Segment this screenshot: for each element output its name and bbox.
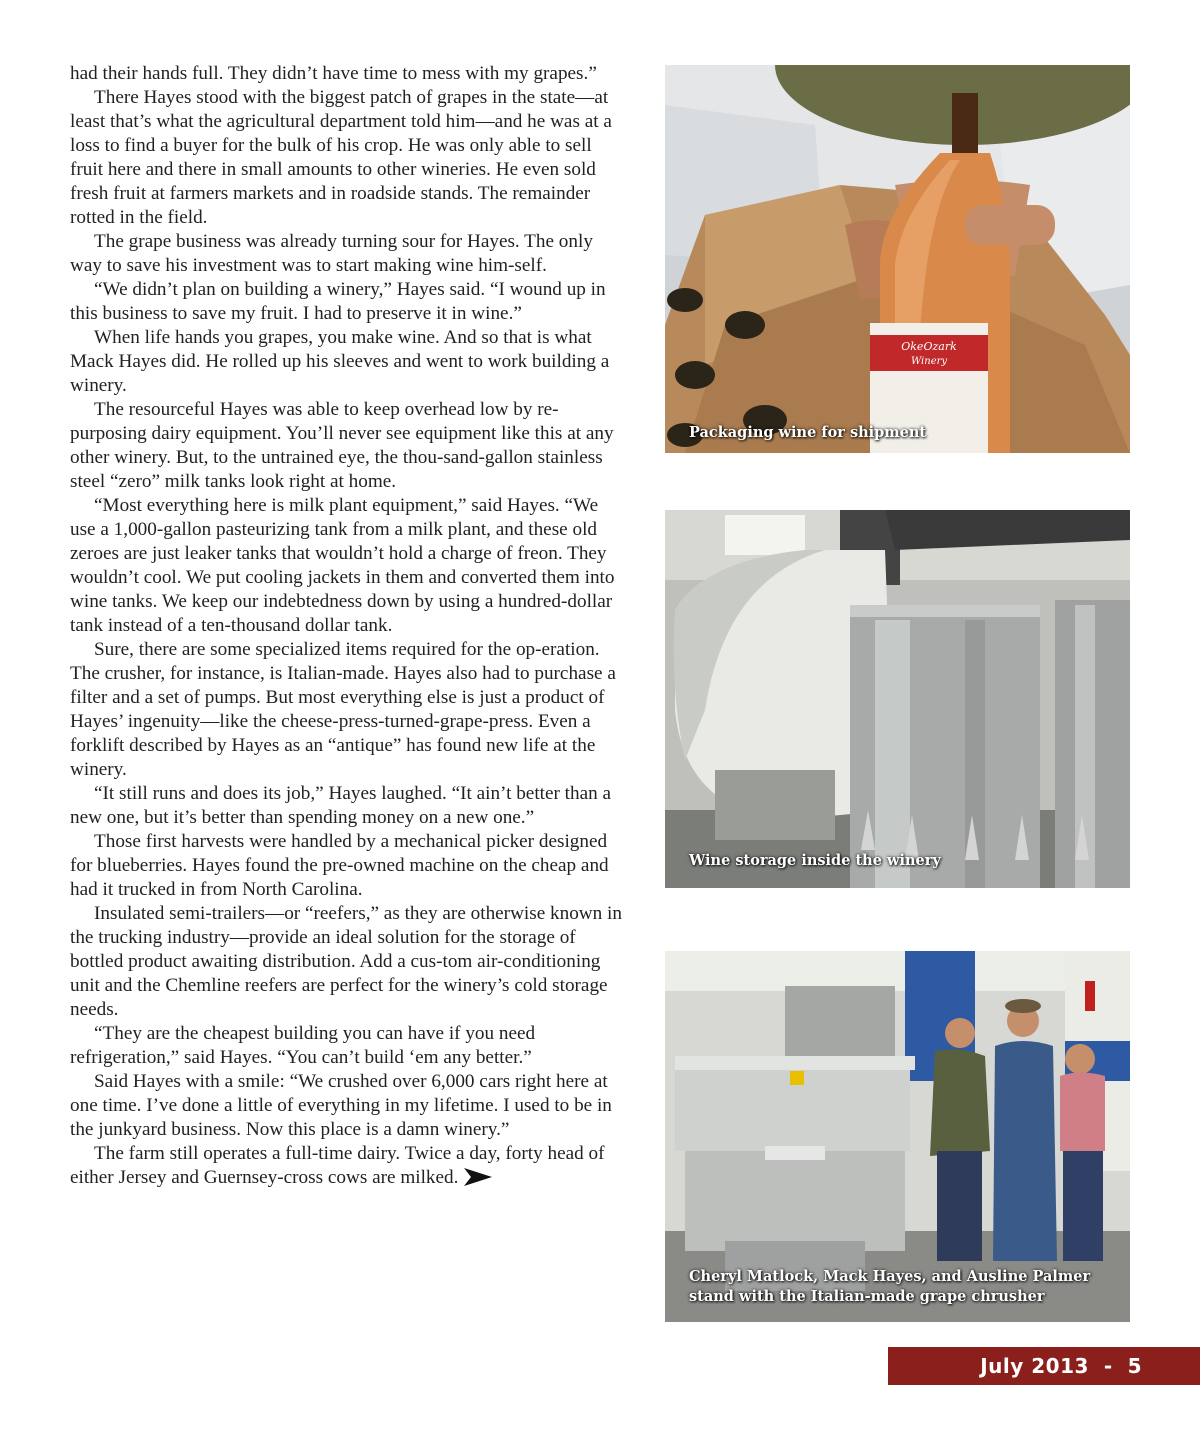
packaging-photo-illustration bbox=[665, 65, 1130, 453]
article-paragraph: “We didn’t plan on building a winery,” Hayes said. “I wound up in this business to save my fruit. I had to preserve it in wine.” bbox=[70, 279, 606, 324]
article-paragraph: “Most everything here is milk plant equipment,” said Hayes. “We use a 1,000-gallon pasteurizing tank from a milk plant, and these old zeroes are just leaker tanks that wouldn’t hold a charge of freon. They wouldn’t cool. We put cooling jackets in them and converted them into wine tanks. We keep our indebtedness down by using a hundred-dollar tank instead of a ten-thousand dollar tank. bbox=[70, 495, 615, 636]
article-paragraph: Sure, there are some specialized items required for the op-eration. The crusher, for instance, is Italian-made. Hayes also had to purchase a filter and a set of pumps. But most everything else is just a product of Hayes’ ingenuity—like the cheese-press-turned-grape-press. Even a forklift described by Hayes as an “antique” has found new life at the winery. bbox=[70, 639, 616, 780]
wine-label-subtext: Winery bbox=[910, 356, 948, 367]
article-paragraph: had their hands full. They didn’t have time to mess with my grapes.” bbox=[70, 63, 597, 84]
article-paragraph: Insulated semi-trailers—or “reefers,” as they are otherwise known in the trucking industry—provide an ideal solution for the storage of bottled product awaiting distribution. Add a cus-tom air-conditioning unit and the Chemline reefers are perfect for the winery’s cold storage needs. bbox=[70, 903, 622, 1020]
article-paragraph-last bbox=[70, 1142, 625, 1190]
article-paragraph-text: The farm still operates a full-time dairy. Twice a day, forty head of either Jersey and Guernsey-cross cows are milked. bbox=[70, 1143, 605, 1188]
storage-caption: Wine storage inside the winery bbox=[689, 852, 941, 869]
crusher-caption-line1: Cheryl Matlock, Mack Hayes, and Ausline Palmer bbox=[689, 1268, 1091, 1285]
continue-arrow-icon bbox=[464, 1168, 492, 1186]
packaging-caption: Packaging wine for shipment bbox=[689, 424, 927, 441]
article-paragraph: The resourceful Hayes was able to keep overhead low by re-purposing dairy equipment. You’ll never see equipment like this at any other winery. But, to the untrained eye, the thou-sand-gallon stainless steel “zero” milk tanks look right at home. bbox=[70, 399, 614, 492]
article-paragraph: Those first harvests were handled by a mechanical picker designed for blueberries. Hayes found the pre-owned machine on the cheap and had it trucked in from North Carolina. bbox=[70, 831, 609, 900]
article-paragraph: Said Hayes with a smile: “We crushed over 6,000 cars right here at one time. I’ve done a little of everything in my lifetime. I used to be in the junkyard business. Now this place is a damn winery.” bbox=[70, 1071, 612, 1140]
article-paragraph: “It still runs and does its job,” Hayes laughed. “It ain’t better than a new one, but it’s better than spending money on a new one.” bbox=[70, 783, 612, 828]
footer-date-page: July 2013 - 5 bbox=[980, 1354, 1142, 1378]
article-paragraph: “They are the cheapest building you can have if you need refrigeration,” said Hayes. “You can’t build ‘em any better.” bbox=[70, 1023, 536, 1068]
storage-photo-illustration bbox=[665, 510, 1130, 888]
wine-label-text: OkeOzark bbox=[901, 340, 957, 353]
page-footer bbox=[888, 1347, 1200, 1385]
article-body bbox=[70, 62, 625, 1190]
packaging-photo bbox=[665, 65, 1130, 453]
article-paragraph: There Hayes stood with the biggest patch of grapes in the state—at least that’s what the agricultural department told him—and he was at a loss to find a buyer for the bulk of his crop. He was only able to sell fruit here and there in small amounts to other wineries. He even sold fresh fruit at farmers markets and in roadside stands. The remainder rotted in the field. bbox=[70, 87, 612, 228]
crusher-photo bbox=[665, 951, 1130, 1322]
article-paragraph: The grape business was already turning sour for Hayes. The only way to save his investment was to start making wine him-self. bbox=[70, 231, 593, 276]
storage-photo bbox=[665, 510, 1130, 888]
crusher-caption-line2: stand with the Italian-made grape chrusher bbox=[689, 1288, 1045, 1305]
crusher-caption bbox=[689, 1267, 1090, 1307]
article-paragraph: When life hands you grapes, you make wine. And so that is what Mack Hayes did. He rolled up his sleeves and went to work building a winery. bbox=[70, 327, 610, 396]
